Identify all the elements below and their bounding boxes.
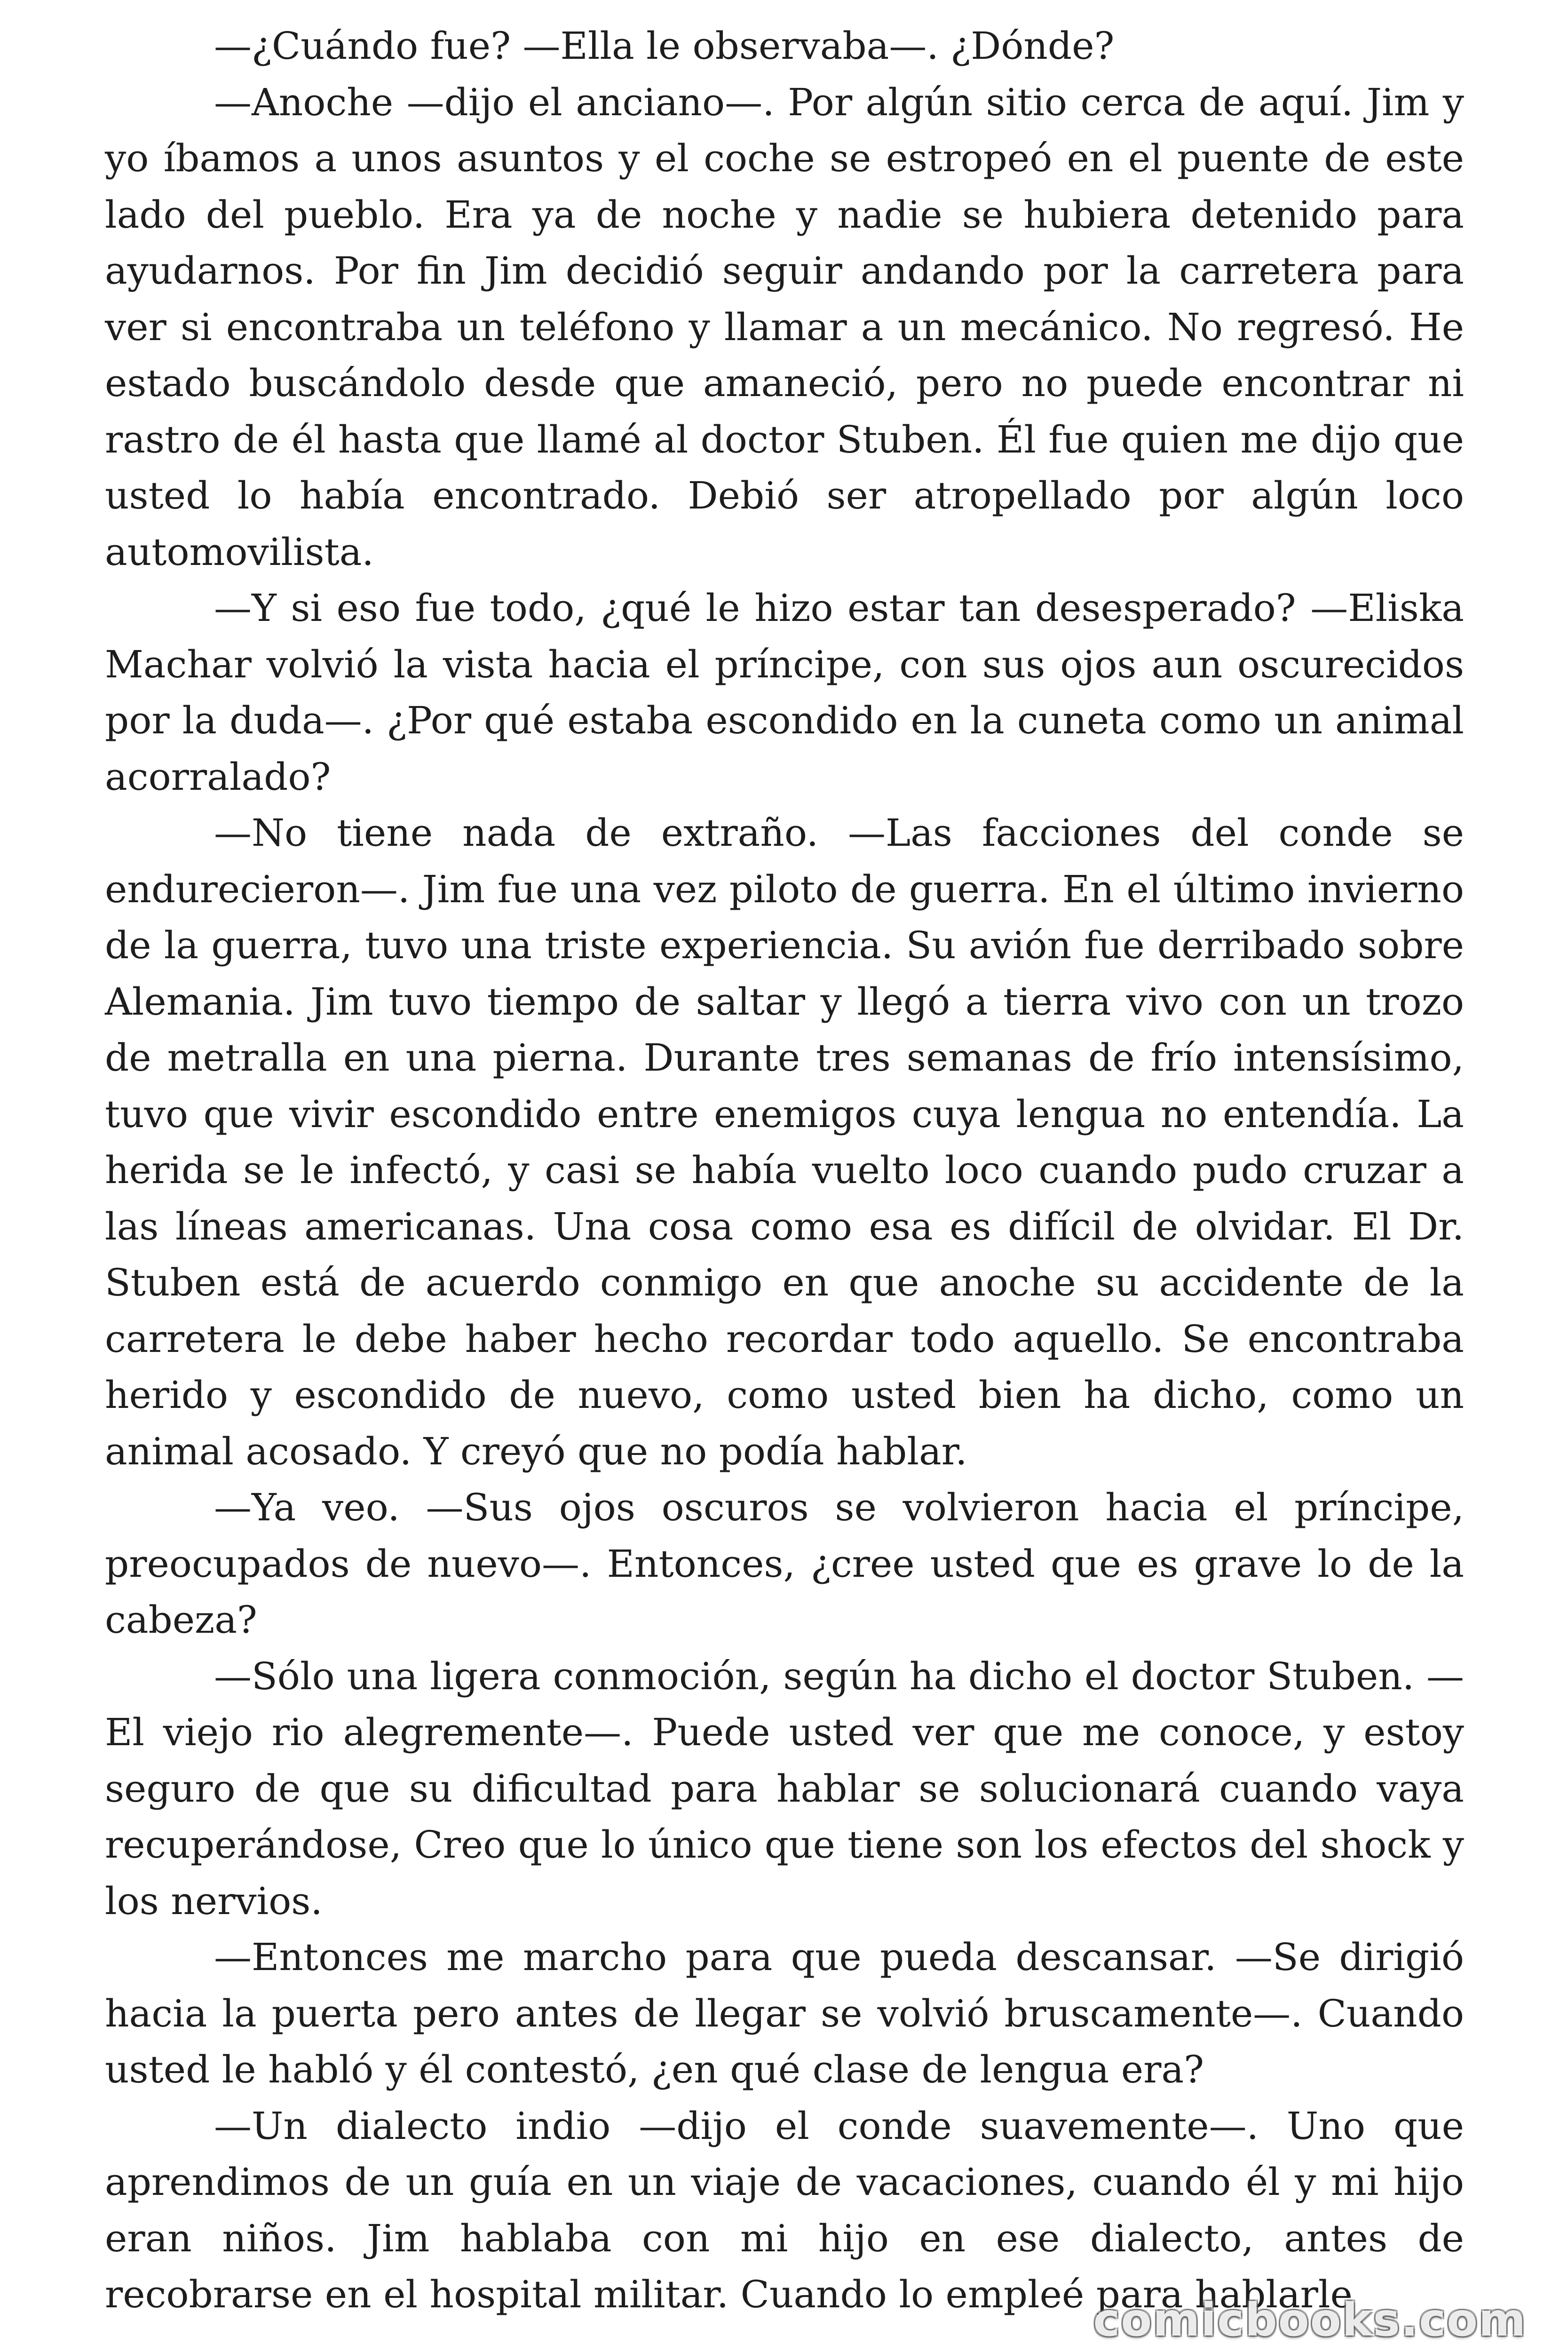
paragraph: —Entonces me marcho para que pueda descansar. —Se dirigió hacia la puerta pero antes de llegar se volvió bruscamente—. Cuando usted le habló y él contestó, ¿en qué clase de lengua era? (105, 1935, 1464, 2091)
paragraph: —Y si eso fue todo, ¿qué le hizo estar tan desesperado? —Eliska Machar volvió la vista hacia el príncipe, con sus ojos aun oscurecidos por la duda—. ¿Por qué estaba escondido en la cuneta como un animal acorralado? (105, 586, 1464, 799)
site-watermark: comicbooks.com (1093, 2294, 1527, 2346)
paragraph: —¿Cuándo fue? —Ella le observaba—. ¿Dónde? (214, 24, 1115, 68)
paragraph: —Sólo una ligera conmoción, según ha dicho el doctor Stuben. —El viejo rio alegremente—. Puede usted ver que me conoce, y estoy seguro de que su dificultad para hablar se solucionará cuando vaya recuperándose, Creo que lo único que tiene son los efectos del shock y los nervios. (105, 1654, 1464, 1923)
paragraph: —No tiene nada de extraño. —Las facciones del conde se endurecieron—. Jim fue una vez piloto de guerra. En el último invierno de la guerra, tuvo una triste experiencia. Su avión fue derribado sobre Alemania. Jim tuvo tiempo de saltar y llegó a tierra vivo con un trozo de metralla en una pierna. Durante tres semanas de frío intensísimo, tuvo que vivir escondido entre enemigos cuya lengua no entendía. La herida se le infectó, y casi se había vuelto loco cuando pudo cruzar a las líneas americanas. Una cosa como esa es difícil de olvidar. El Dr. Stuben está de acuerdo conmigo en que anoche su accidente de la carretera le debe haber hecho recordar todo aquello. Se encontraba herido y escondido de nuevo, como usted bien ha dicho, como un animal acosado. Y creyó que no podía hablar. (105, 811, 1464, 1473)
paragraph: —Ya veo. —Sus ojos oscuros se volvieron hacia el príncipe, preocupados de nuevo—. Entonces, ¿cree usted que es grave lo de la cabeza? (105, 1486, 1464, 1642)
paragraph: —Anoche —dijo el anciano—. Por algún sitio cerca de aquí. Jim y yo íbamos a unos asuntos y el coche se estropeó en el puente de este lado del pueblo. Era ya de noche y nadie se hubiera detenido para ayudarnos. Por fin Jim decidió seguir andando por la carretera para ver si encontraba un teléfono y llamar a un mecánico. No regresó. He estado buscándolo desde que amaneció, pero no puede encontrar ni rastro de él hasta que llamé al doctor Stuben. Él fue quien me dijo que usted lo había encontrado. Debió ser atropellado por algún loco automovilista. (105, 80, 1464, 574)
paragraph: —Un dialecto indio —dijo el conde suavemente—. Uno que aprendimos de un guía en un viaje de vacaciones, cuando él y mi hijo eran niños. Jim hablaba con mi hijo en ese dialecto, antes de recobrarse en el hospital militar. Cuando lo empleé para hablarle (105, 2104, 1464, 2316)
document-page (105, 18, 1464, 2323)
